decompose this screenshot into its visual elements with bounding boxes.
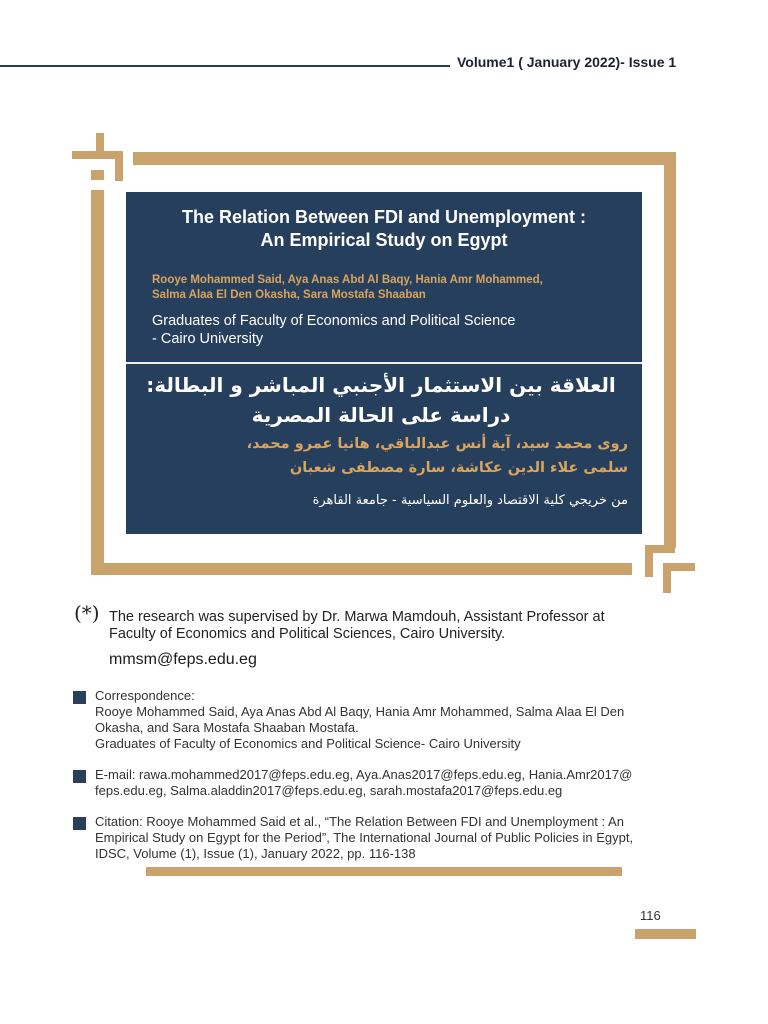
footnote-marker: (*) [74, 601, 100, 625]
supervisor-email: mmsm@feps.edu.eg [109, 651, 257, 668]
title-divider [126, 362, 642, 364]
title-box [126, 192, 642, 534]
correspondence-note [73, 688, 693, 754]
page-number: 116 [640, 908, 661, 923]
supervision-note [109, 609, 689, 643]
note-line: Citation: Rooye Mohammed Said et al., “The Relation Between FDI and Unemployment : An [95, 814, 624, 829]
citation-note [73, 814, 693, 864]
note-line: Empirical Study on Egypt for the Period”, The International Journal of Public Policies in Egypt, [95, 830, 634, 845]
authors-en-line: Rooye Mohammed Said, Aya Anas Abd Al Baqy, Hania Amr Mohammed, [152, 274, 543, 286]
bullet-square-icon [73, 770, 86, 783]
note-line: IDSC, Volume (1), Issue (1), January 2022, pp. 116-138 [95, 846, 416, 861]
bullet-square-icon [73, 817, 86, 830]
authors-ar-line: سلمى علاء الدين عكاشة، سارة مصطفى شعبان [289, 460, 628, 476]
supervision-line: Faculty of Economics and Political Sciences, Cairo University. [109, 626, 506, 642]
note-line: Graduates of Faculty of Economics and Political Science- Cairo University [95, 736, 521, 751]
authors-ar-line: روى محمد سيد، آية أنس عبدالباقي، هانيا عمرو محمد، [246, 436, 628, 452]
title-en-line: An Empirical Study on Egypt [260, 230, 508, 250]
volume-issue-label: Volume1 ( January 2022)- Issue 1 [457, 54, 677, 70]
affiliation-en-line: Graduates of Faculty of Economics and Political Science [152, 313, 516, 329]
note-line: Rooye Mohammed Said, Aya Anas Abd Al Baqy, Hania Amr Mohammed, Salma Alaa El Den [95, 704, 625, 719]
affiliation-en [152, 312, 632, 348]
title-en-line: The Relation Between FDI and Unemployment : [181, 207, 587, 227]
article-title-en [136, 206, 632, 252]
footer-rule [146, 867, 622, 876]
note-line: Okasha, and Sara Mostafa Shaaban Mostafa. [95, 720, 359, 735]
affiliation-en-line: - Cairo University [152, 331, 264, 347]
header-rule [0, 65, 450, 67]
authors-ar [142, 432, 628, 480]
authors-en-line: Salma Alaa El Den Okasha, Sara Mostafa Shaaban [152, 289, 426, 301]
article-title-ar [142, 370, 620, 430]
authors-en [152, 273, 632, 303]
page-number-bar [635, 929, 696, 939]
bullet-square-icon [73, 691, 86, 704]
note-line: Correspondence: [95, 688, 195, 703]
supervision-line: The research was supervised by Dr. Marwa Mamdouh, Assistant Professor at [109, 609, 605, 625]
note-line: E-mail: rawa.mohammed2017@feps.edu.eg, Aya.Anas2017@feps.edu.eg, Hania.Amr2017@ [95, 767, 633, 782]
title-ar-line: العلاقة بين الاستثمار الأجنبي المباشر و البطالة: [146, 373, 616, 397]
email-note [73, 767, 693, 801]
affiliation-ar: من خريجي كلية الاقتصاد والعلوم السياسية - جامعة القاهرة [312, 493, 628, 508]
note-line: feps.edu.eg, Salma.aladdin2017@feps.edu.eg, sarah.mostafa2017@feps.edu.eg [95, 783, 563, 798]
title-ar-line: دراسة على الحالة المصرية [251, 403, 511, 427]
